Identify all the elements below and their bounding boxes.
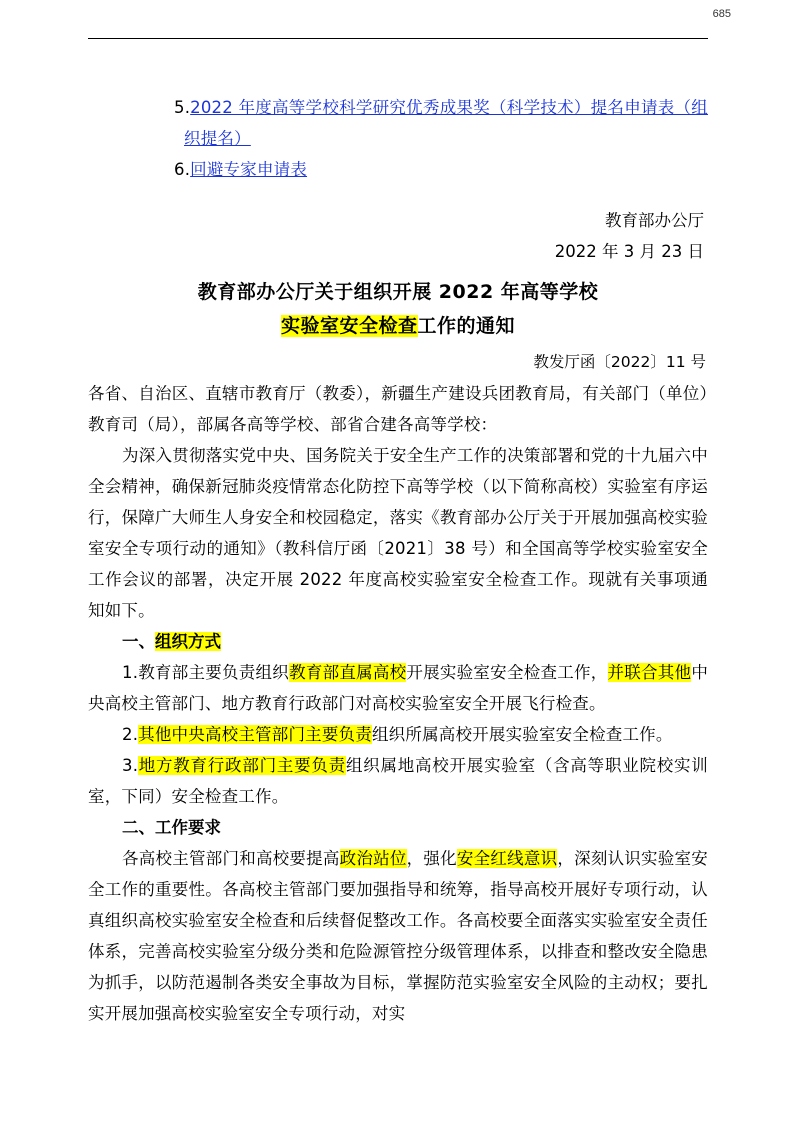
item-2-index: 2. bbox=[122, 725, 139, 744]
item-1-hl2: 并联合其他 bbox=[607, 663, 692, 682]
s2-seg2: ，强化 bbox=[406, 849, 457, 868]
section-1-heading-highlight: 组织方式 bbox=[155, 632, 221, 651]
page-number: 685 bbox=[712, 8, 731, 20]
s2-hl2: 安全红线意识 bbox=[456, 849, 558, 868]
item-2-hl1: 其他中央高校主管部门主要负责 bbox=[138, 725, 372, 744]
document-number: 教发厅函〔2022〕11 号 bbox=[533, 353, 706, 371]
item-1-hl1: 教育部直属高校 bbox=[289, 663, 407, 682]
s2-seg3: ，深刻认识实验室安全工作的重要性。各高校主管部门要加强指导和统筹，指导高校开展好专项行动，认真组织高校实验室安全检查和后续督促整改工作。各高校要全面落实实验室安全责任体系，完善高校实验室分级分类和危险源管控分级管理体系，以排查和整改安全隐患为抓手，以防范遏制各类安全事故为目标，掌握防范实验室安全风险的主动权；要扎实开展加强高校实验室安全专项行动，对实 bbox=[88, 849, 708, 1023]
section-1-item-2 bbox=[88, 719, 708, 750]
section-1-heading-prefix: 一、 bbox=[122, 632, 155, 651]
item-3-hl1: 地方教育行政部门主要负责 bbox=[138, 756, 346, 775]
signature-organization: 教育部办公厅 bbox=[605, 211, 704, 230]
recipients-paragraph: 各省、自治区、直辖市教育厅（教委），新疆生产建设兵团教育局，有关部门（单位）教育司（局），部属各高等学校、部省合建各高等学校： bbox=[88, 384, 708, 434]
section-1-heading bbox=[88, 626, 708, 657]
document-title-line1: 教育部办公厅关于组织开展 2022 年高等学校 bbox=[197, 281, 599, 303]
document-title-line2-tail: 工作的通知 bbox=[417, 315, 516, 337]
section-1-item-3 bbox=[88, 750, 708, 812]
document-content bbox=[88, 92, 708, 1029]
section-2-paragraph-1 bbox=[88, 843, 708, 1029]
item-1-index: 1. bbox=[122, 663, 139, 682]
attachment-item-6[interactable] bbox=[88, 154, 708, 185]
item-1-seg5: 中央高校主管部门、地方教育行政部门对高校实验室安全开展飞行检查。 bbox=[88, 663, 709, 713]
s2-seg1: 各高校主管部门和高校要提高 bbox=[122, 849, 340, 868]
item-3-index: 3. bbox=[122, 756, 139, 775]
attachment-link-6[interactable]: 回避专家申请表 bbox=[190, 160, 308, 179]
attachment-index-6: 6. bbox=[174, 160, 191, 179]
item-3-seg3: 组织属地高校开展实验室（含高等职业院校实训室，下同）安全检查工作。 bbox=[88, 756, 708, 806]
header-divider bbox=[88, 38, 708, 39]
s2-hl1: 政治站位 bbox=[339, 849, 407, 868]
attachment-index-5: 5. bbox=[174, 98, 191, 117]
item-1-seg1: 教育部主要负责组织 bbox=[138, 663, 290, 682]
document-title-highlight: 实验室安全检查 bbox=[280, 315, 418, 337]
section-2-heading: 二、工作要求 bbox=[122, 818, 221, 837]
attachment-item-5[interactable] bbox=[88, 92, 708, 154]
item-1-seg3: 开展实验室安全检查工作， bbox=[406, 663, 608, 682]
item-2-seg3: 组织所属高校开展实验室安全检查工作。 bbox=[371, 725, 673, 744]
attachment-link-5[interactable]: 2022 年度高等学校科学研究优秀成果奖（科学技术）提名申请表（组织提名） bbox=[184, 98, 708, 148]
signature-date: 2022 年 3 月 23 日 bbox=[554, 242, 704, 261]
intro-paragraph: 为深入贯彻落实党中央、国务院关于安全生产工作的决策部署和党的十九届六中全会精神，确保新冠肺炎疫情常态化防控下高等学校（以下简称高校）实验室有序运行，保障广大师生人身安全和校园稳定，落实《教育部办公厅关于开展加强高校实验室安全专项行动的通知》（教科信厅函〔2021〕38 号）和全国高等学校实验室安全工作会议的部署，决定开展 2022 年度高校实验室安全检查工作。现就有关事项通知如下。 bbox=[88, 446, 708, 620]
document-title-line2 bbox=[88, 309, 708, 343]
section-1-item-1 bbox=[88, 657, 708, 719]
